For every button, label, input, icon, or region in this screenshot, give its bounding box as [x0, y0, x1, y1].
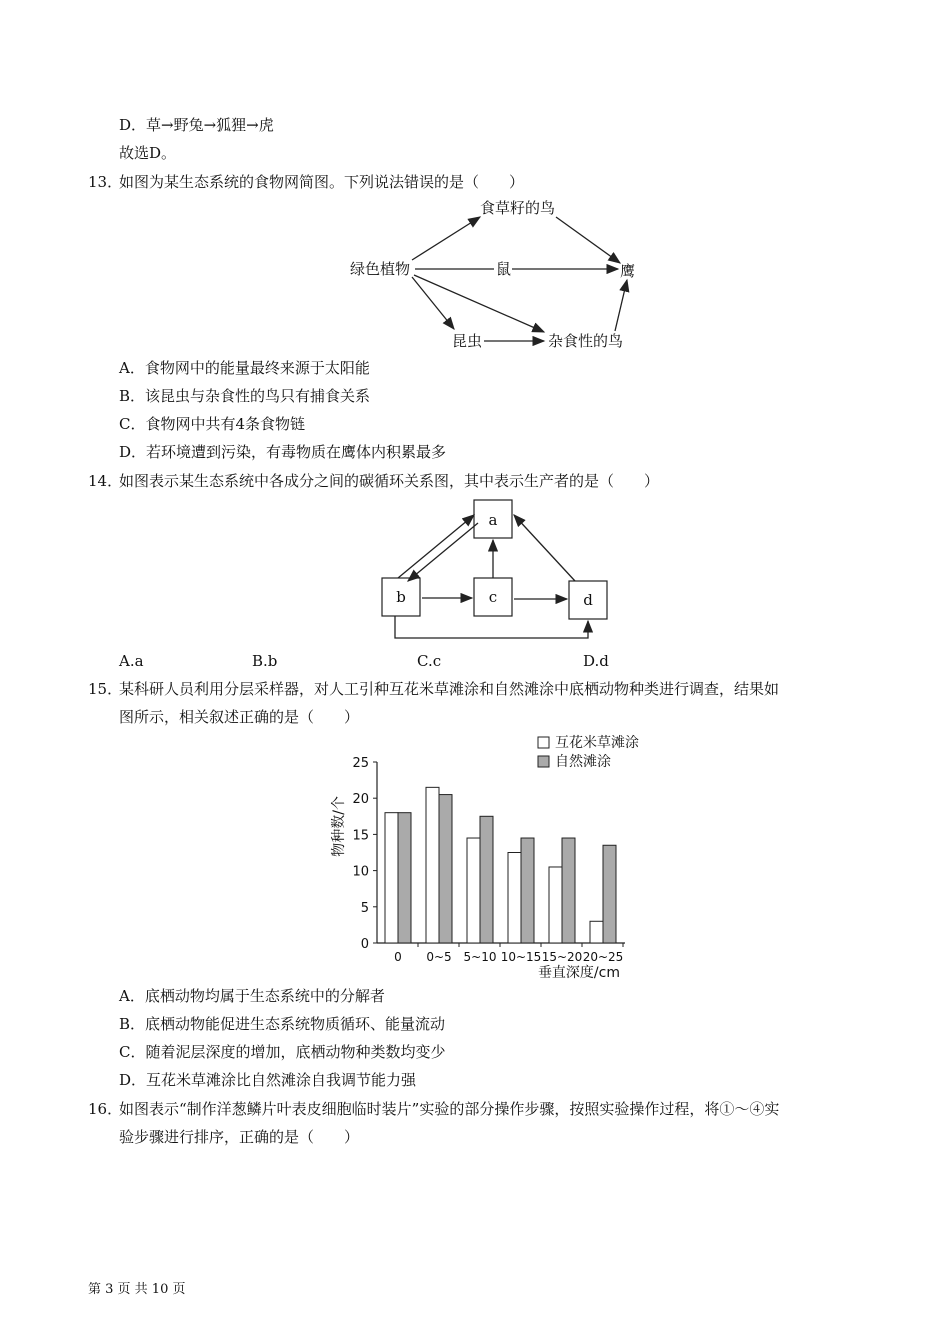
y-axis-label: 物种数/个	[331, 796, 347, 857]
bar-natural-4	[562, 838, 575, 943]
q13-stem: 如图为某生态系统的食物网简图。下列说法错误的是（ ）	[119, 173, 525, 191]
x-tick-label: 5~10	[463, 950, 497, 964]
node-insect: 昆虫	[452, 332, 483, 350]
x-tick-label: 15~20	[541, 950, 583, 964]
page-footer: 第 3 页 共 10 页	[88, 1282, 186, 1297]
q15-option-a: A．底栖动物均属于生态系统中的分解者	[119, 987, 385, 1005]
arrow-seedbird-eagle	[556, 217, 620, 263]
x-tick-label: 20~25	[582, 950, 624, 964]
x-tick-label: 0~5	[426, 950, 452, 964]
box-b-label: b	[396, 588, 406, 606]
species-bar-chart	[325, 728, 665, 983]
arrow-a-b	[408, 523, 478, 581]
q15-option-c: C．随着泥层深度的增加，底栖动物种类数均变少	[119, 1043, 446, 1061]
bar-spartina-5	[590, 921, 603, 943]
q15-option-d: D．互花米草滩涂比自然滩涂自我调节能力强	[119, 1071, 417, 1089]
y-tick-label: 0	[360, 937, 369, 952]
node-seed-bird: 食草籽的鸟	[480, 199, 556, 217]
x-axis-label: 垂直深度/cm	[537, 965, 620, 981]
q13-option-b: B．该昆虫与杂食性的鸟只有捕食关系	[119, 387, 371, 405]
q14-option-b: B.b	[252, 652, 278, 670]
q15-option-b: B．底栖动物能促进生态系统物质循环、能量流动	[119, 1015, 446, 1033]
arrow-b-a	[398, 515, 474, 578]
y-tick-label: 25	[352, 756, 369, 771]
legend-swatch-2	[538, 756, 549, 767]
arrow-b-d	[395, 616, 588, 638]
y-tick-label: 20	[352, 792, 369, 808]
bar-natural-2	[480, 816, 493, 943]
node-plant: 绿色植物	[350, 260, 411, 278]
prev-answer: 故选D。	[119, 144, 177, 162]
node-eagle: 鹰	[620, 262, 636, 280]
prev-option-d: D．草→野兔→狐狸→虎	[119, 116, 274, 134]
bar-spartina-1	[426, 787, 439, 943]
q14-number: 14．	[88, 472, 123, 490]
q16-number: 16．	[88, 1100, 123, 1118]
bar-spartina-4	[549, 867, 562, 943]
arrow-omnibird-eagle	[615, 280, 627, 331]
q14-option-c: C.c	[417, 652, 442, 670]
food-web-diagram	[330, 195, 660, 355]
q15-stem-line2: 图所示，相关叙述正确的是（ ）	[119, 708, 360, 726]
arrow-d-a	[514, 515, 575, 581]
q15-number: 15．	[88, 680, 123, 698]
carbon-cycle-diagram	[370, 495, 630, 650]
x-tick-label: 10~15	[500, 950, 542, 964]
q15-stem-line1: 某科研人员利用分层采样器，对人工引种互花米草滩涂和自然滩涂中底栖动物种类进行调查，结果如	[119, 680, 780, 698]
arrow-plant-insect	[412, 277, 454, 329]
node-mouse: 鼠	[496, 260, 512, 278]
bar-spartina-3	[508, 853, 521, 944]
bar-natural-1	[439, 795, 452, 943]
box-c-label: c	[488, 588, 498, 606]
legend-label-1: 互花米草滩涂	[555, 735, 639, 751]
q14-option-a: A.a	[119, 652, 144, 670]
bar-natural-3	[521, 838, 534, 943]
legend-label-2: 自然滩涂	[555, 754, 611, 770]
q13-option-a: A．食物网中的能量最终来源于太阳能	[119, 359, 370, 377]
bar-spartina-0	[385, 813, 398, 943]
q16-stem-line1: 如图表示“制作洋葱鳞片叶表皮细胞临时装片”实验的部分操作步骤，按照实验操作过程，将①～④实	[119, 1100, 780, 1118]
node-omni-bird: 杂食性的鸟	[548, 332, 624, 350]
x-tick-label: 0	[394, 950, 402, 964]
y-tick-label: 5	[360, 900, 369, 916]
q13-number: 13．	[88, 173, 123, 191]
q13-option-c: C．食物网中共有4条食物链	[119, 415, 306, 433]
box-d-label: d	[583, 591, 593, 609]
q13-option-d: D．若环境遭到污染，有毒物质在鹰体内积累最多	[119, 443, 447, 461]
bar-spartina-2	[467, 838, 480, 943]
q16-stem-line2: 验步骤进行排序，正确的是（ ）	[119, 1128, 360, 1146]
arrow-plant-seedbird	[412, 217, 480, 260]
bar-natural-5	[603, 845, 616, 943]
bar-natural-0	[398, 813, 411, 943]
q14-stem: 如图表示某生态系统中各成分之间的碳循环关系图，其中表示生产者的是（ ）	[119, 472, 660, 490]
y-tick-label: 10	[352, 864, 369, 880]
box-a-label: a	[488, 511, 498, 529]
legend-swatch-1	[538, 737, 549, 748]
y-tick-label: 15	[352, 828, 369, 844]
q14-option-d: D.d	[583, 652, 609, 670]
